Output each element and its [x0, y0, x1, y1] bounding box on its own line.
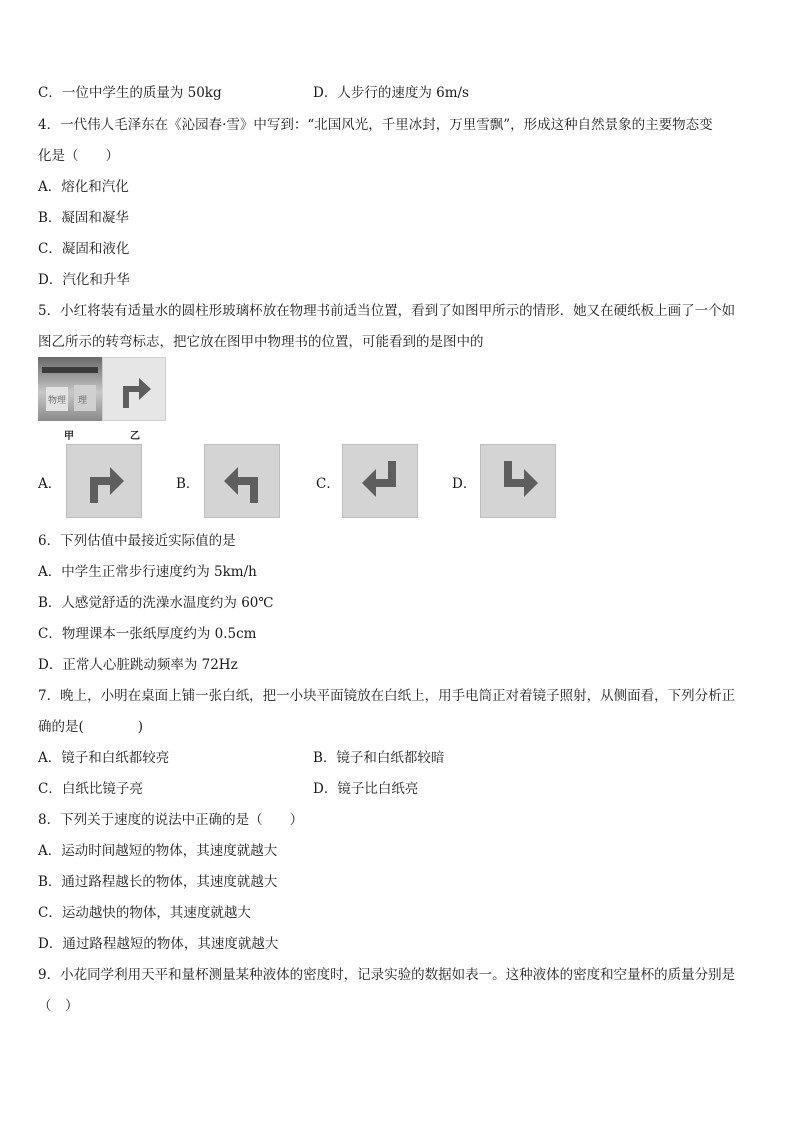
q9-stem-line2: （ ）: [38, 998, 79, 1014]
q4-stem-line2: 化是（ ）: [38, 148, 119, 164]
q5-option-a-label: A．: [38, 476, 62, 492]
q6-option-b: B．人感觉舒适的洗澡水温度约为 60℃: [38, 595, 274, 611]
arrow-down-right-icon: [494, 457, 544, 507]
photo-text-left: 物理: [48, 396, 67, 406]
q8-option-c: C．运动越快的物体，其速度就越大: [38, 905, 251, 921]
q5-option-d-image: [480, 444, 556, 518]
q4-option-a: A．熔化和汽化: [38, 179, 129, 195]
q5-option-d-label: D．: [452, 476, 477, 492]
q8-option-a: A．运动时间越短的物体，其速度就越大: [38, 843, 278, 859]
q9-stem-line1: 9．小花同学利用天平和量杯测量某种液体的密度时，记录实验的数据如表一。这种液体的密度和空量杯的质量分别是: [38, 967, 736, 983]
q5-option-b-label: B．: [176, 476, 200, 492]
q8-stem: 8．下列关于速度的说法中正确的是（ ）: [38, 812, 304, 828]
arrow-up-left-icon: [218, 457, 268, 507]
q5-option-b-image: [204, 444, 280, 518]
q4-option-b: B．凝固和凝华: [38, 210, 129, 226]
q8-option-b: B．通过路程越长的物体，其速度就越大: [38, 874, 278, 890]
q8-option-d: D．通过路程越短的物体，其速度就越大: [38, 936, 279, 952]
arrow-up-right-icon: [80, 457, 130, 507]
figure-caption-jia: 甲: [64, 431, 74, 442]
q3-option-c: C．一位中学生的质量为 50kg: [38, 85, 222, 101]
q5-option-a-image: [66, 444, 142, 518]
arrow-up-right-icon: [113, 368, 157, 412]
q7-option-b: B．镜子和白纸都较暗: [313, 750, 445, 766]
book-photo: [38, 357, 102, 421]
q3-option-d: D．人步行的速度为 6m/s: [313, 85, 469, 101]
q4-option-c: C．凝固和液化: [38, 241, 130, 257]
turn-sign: [102, 357, 166, 421]
q6-stem: 6．下列估值中最接近实际值的是: [38, 533, 236, 549]
q6-option-a: A．中学生正常步行速度约为 5km/h: [38, 564, 257, 580]
q4-stem-line1: 4．一代伟人毛泽东在《沁园春·雪》中写到：“北国风光，千里冰封，万里雪飘”，形成这种自然景象的主要物态变: [38, 117, 713, 133]
q7-option-c: C．白纸比镜子亮: [38, 781, 143, 797]
q5-option-c-label: C．: [316, 476, 340, 492]
q7-option-a: A．镜子和白纸都较亮: [38, 750, 170, 766]
q5-option-c-image: [342, 444, 418, 518]
q6-option-c: C．物理课本一张纸厚度约为 0.5cm: [38, 626, 257, 642]
arrow-down-left-icon: [356, 457, 406, 507]
q7-stem-line2: 确的是( ): [38, 719, 144, 735]
photo-text-right: 理: [78, 396, 88, 406]
q7-option-d: D．镜子比白纸亮: [313, 781, 419, 797]
q5-options: [38, 444, 598, 520]
q5-stem-line1: 5．小红将装有适量水的圆柱形玻璃杯放在物理书前适当位置，看到了如图甲所示的情形．她又在硬纸板上画了一个如: [38, 303, 736, 319]
figure-caption-yi: 乙: [130, 431, 140, 442]
q4-option-d: D．汽化和升华: [38, 272, 130, 288]
q7-stem-line1: 7．晚上，小明在桌面上铺一张白纸，把一小块平面镜放在白纸上，用手电筒正对着镜子照射，从侧面看，下列分析正: [38, 688, 736, 704]
q5-stem-line2: 图乙所示的转弯标志，把它放在图甲中物理书的位置，可能看到的是图中的: [38, 334, 484, 350]
q6-option-d: D．正常人心脏跳动频率为 72Hz: [38, 657, 238, 673]
